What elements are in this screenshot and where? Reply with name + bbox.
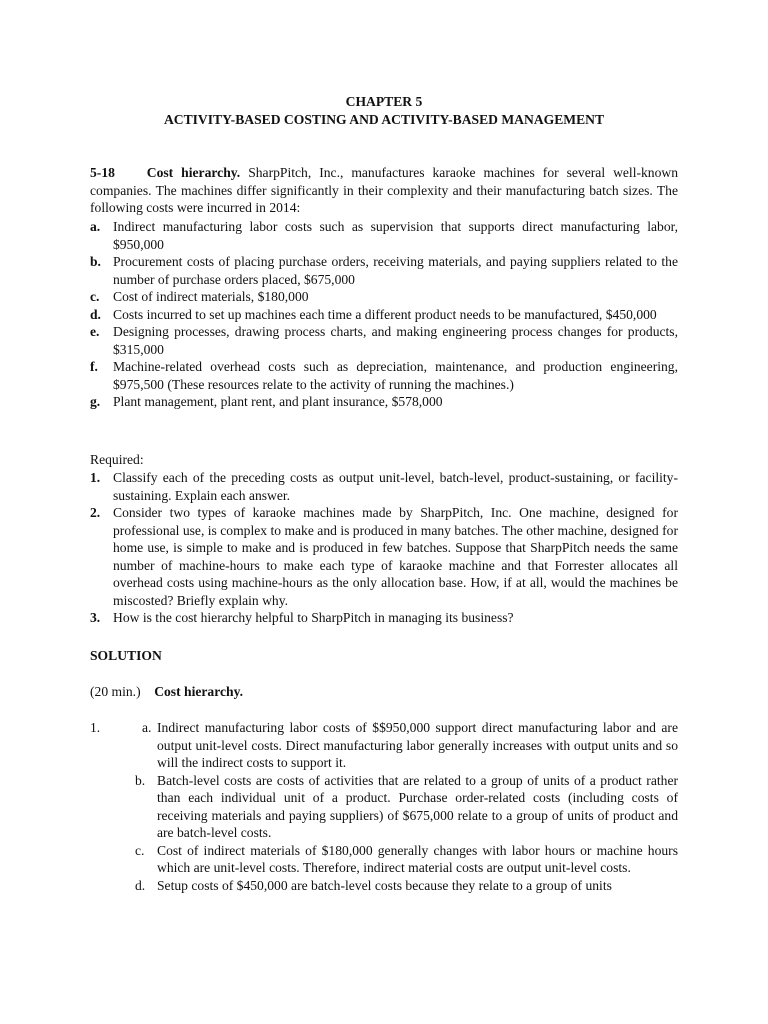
cost-item-label: e.: [90, 324, 100, 339]
cost-item-b: [90, 253, 678, 288]
answer-d: [90, 877, 678, 895]
required-item-1: [90, 469, 678, 504]
problem-intro-text: SharpPitch, Inc., manufactures karaoke machines for several well-known companies. The machines differ significantly in their complexity and their manufacturing batch sizes. The following costs were incurred in 2014:: [90, 165, 678, 215]
cost-item-f: [90, 358, 678, 393]
cost-item-label: g.: [90, 394, 101, 409]
required-item-text: Consider two types of karaoke machines made by SharpPitch, Inc. One machine, designed for professional use, is complex to make and is produced in many batches. The other machine, designed for home use, is simple to make and is produced in few batches. Suppose that SharpPitch needs the same number of machine-hours to make each type of karaoke machine and that Forrester allocates all overhead costs using machine-hours as the only allocation base. How, if at all, would the machines be miscosted? Briefly explain why.: [113, 505, 678, 608]
cost-item-label: f.: [90, 359, 98, 374]
cost-item-a: [90, 218, 678, 253]
required-item-text: Classify each of the preceding costs as output unit-level, batch-level, product-sustaining, or facility-sustaining. Explain each answer.: [113, 470, 678, 503]
required-item-3: [90, 609, 678, 627]
required-heading: Required:: [90, 452, 144, 467]
cost-item-text: Machine-related overhead costs such as depreciation, maintenance, and production engineering, $975,500 (These resources relate to the activity of running the machines.): [113, 359, 678, 392]
required-item-text: How is the cost hierarchy helpful to SharpPitch in managing its business?: [113, 610, 514, 625]
answer-label: b.: [135, 772, 146, 788]
cost-item-label: b.: [90, 254, 101, 269]
chapter-title: ACTIVITY-BASED COSTING AND ACTIVITY-BASED MANAGEMENT: [163, 112, 605, 127]
answer-label: a.: [142, 720, 152, 735]
cost-item-label: d.: [90, 306, 101, 322]
answer-label: c.: [135, 842, 145, 858]
cost-item-d: [90, 306, 678, 324]
cost-item-label: a.: [90, 219, 101, 234]
cost-item-text: Cost of indirect materials, $180,000: [113, 289, 309, 304]
required-item-label: 2.: [90, 505, 101, 520]
solution-time: (20 min.): [90, 684, 141, 699]
answer-label: d.: [135, 877, 146, 893]
answer-text: Cost of indirect materials of $180,000 generally changes with labor hours or machine hours which are unit-level costs. Therefore, indirect material costs are output unit-level costs.: [157, 842, 678, 875]
cost-item-text: Costs incurred to set up machines each time a different product needs to be manufactured, $450,000: [113, 306, 657, 322]
required-list: [90, 469, 678, 627]
answer-text: Batch-level costs are costs of activities that are related to a group of units of a product rather than each individual unit of a product. Purchase order-related costs (including costs of receiving materials and paying suppliers) of $675,000 relate to a group of units of product and are batch-level costs.: [157, 772, 678, 840]
solution-part-number: 1.: [90, 720, 101, 735]
answer-text: Indirect manufacturing labor costs of $$950,000 support direct manufacturing labor and are output unit-level costs. Direct manufacturing labor generally increases with output units and so will the indirect costs to support it.: [157, 720, 678, 770]
cost-item-text: Plant management, plant rent, and plant insurance, $578,000: [113, 394, 443, 409]
cost-item-e: [90, 323, 678, 358]
answer-c: [90, 842, 678, 877]
problem-topic: Cost hierarchy.: [146, 165, 241, 180]
cost-item-label: c.: [90, 289, 100, 304]
cost-item-text: Indirect manufacturing labor costs such as supervision that supports direct manufacturing labor, $950,000: [113, 219, 678, 252]
problem-intro: [90, 164, 678, 217]
solution-topic: Cost hierarchy.: [154, 684, 244, 699]
required-item-label: 3.: [90, 610, 101, 625]
required-item-label: 1.: [90, 470, 101, 485]
solution-answers: [90, 719, 678, 894]
cost-item-g: [90, 393, 678, 411]
required-item-2: [90, 504, 678, 609]
chapter-heading: CHAPTER 5: [345, 94, 423, 109]
problem-number: 5-18: [90, 165, 115, 180]
cost-item-text: Designing processes, drawing process charts, and making engineering process changes for products, $315,000: [113, 324, 678, 357]
solution-heading: SOLUTION: [90, 648, 162, 663]
cost-item-c: [90, 288, 678, 306]
answer-a: [90, 719, 678, 772]
answer-b: [90, 772, 678, 842]
solution-subheading: [90, 683, 678, 701]
cost-list: [90, 218, 678, 411]
cost-item-text: Procurement costs of placing purchase orders, receiving materials, and paying suppliers related to the number of purchase orders placed, $675,000: [113, 254, 678, 287]
answer-text: Setup costs of $450,000 are batch-level costs because they relate to a group of units: [157, 877, 612, 893]
